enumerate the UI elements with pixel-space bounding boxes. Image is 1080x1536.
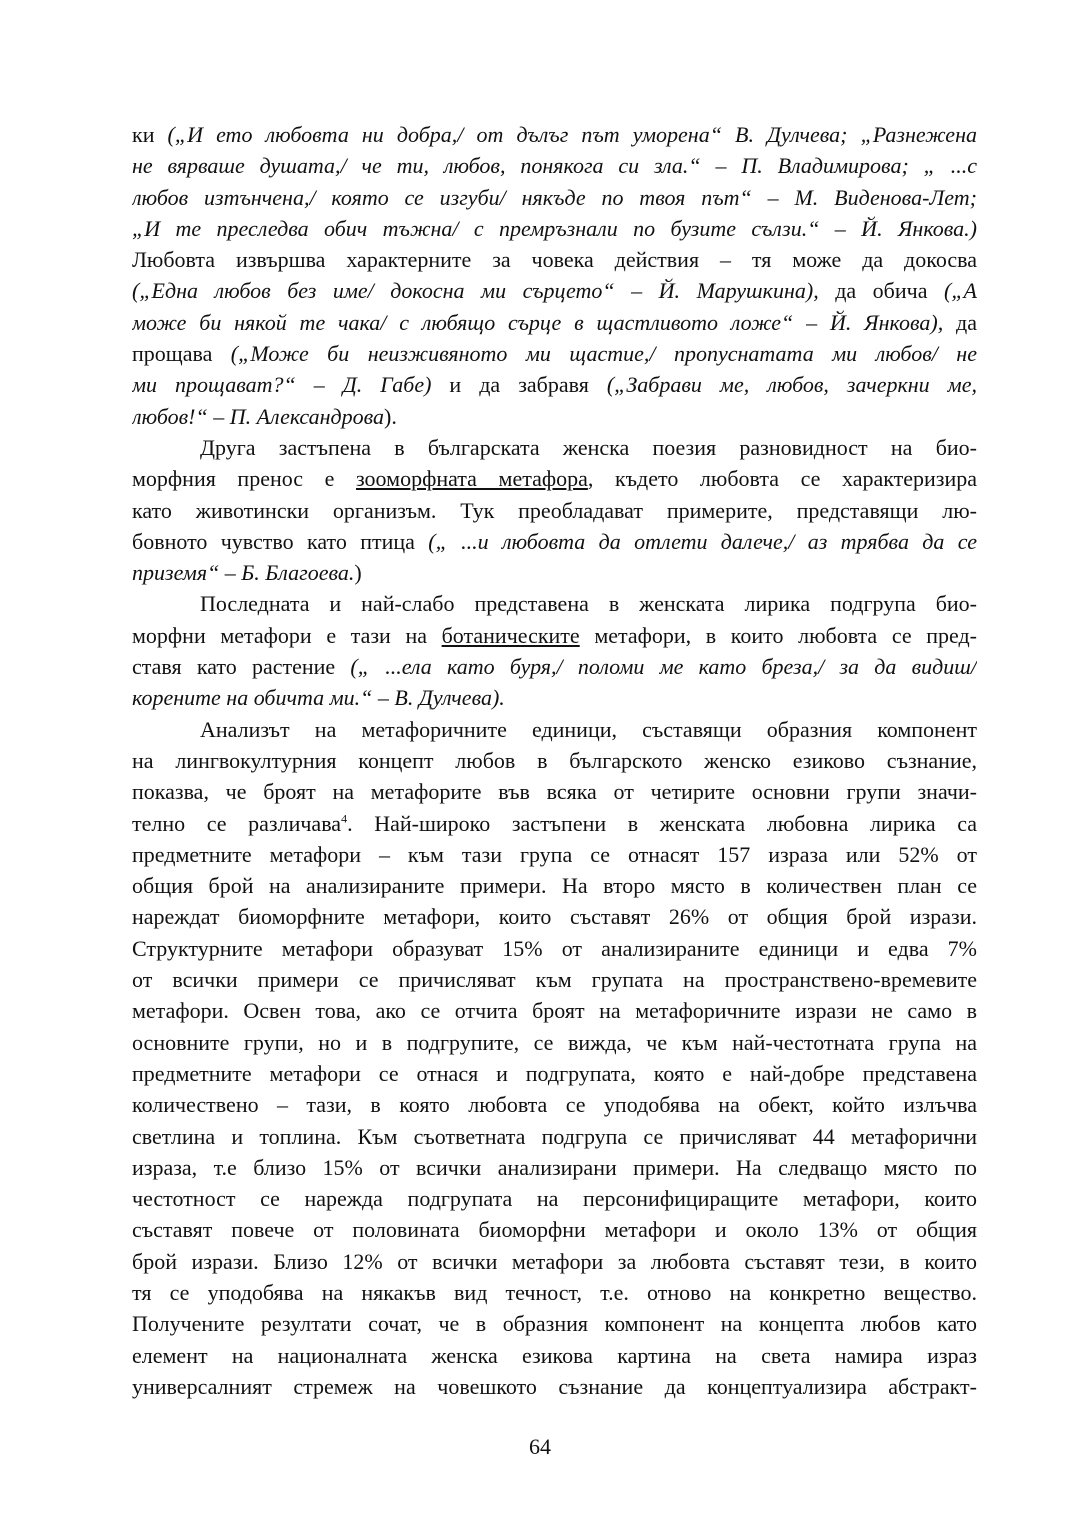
quotation-text: корените на обичта ми.“ – В. Дулчева). (132, 685, 505, 711)
quotation-text: („ ...и любовта да отлети далече,/ аз трябва да се (428, 528, 977, 554)
text-line (132, 307, 977, 338)
text-line (132, 839, 977, 870)
text-run: на лингвокултурния концепт любов в българското женско езиково съзнание, (132, 747, 977, 773)
text-run: прощава (132, 341, 231, 367)
text-line (132, 620, 977, 651)
quotation-text: не вярваше душата,/ че ти, любов, понякога си зла.“ – П. Владимирова; „ ...с (132, 153, 977, 179)
text-line (132, 1214, 977, 1245)
text-run: предметните метафори – към тази група се отнасят 157 израза или 52% от (132, 841, 977, 867)
text-line (132, 901, 977, 932)
text-run: израза, т.е близо 15% от всички анализирани примери. На следващо място по (132, 1154, 977, 1180)
text-run: да (943, 309, 977, 335)
quotation-text: любов изтънчена,/ която се изгуби/ някъде по твоя път“ – М. Виденова-Лет; (132, 184, 977, 210)
text-line (132, 369, 977, 400)
text-line (132, 1277, 977, 1308)
text-run: Последната и най-слабо представена в женската лирика подгрупа био- (200, 591, 977, 617)
text-run: Структурните метафори образуват 15% от анализираните единици и едва 7% (132, 935, 977, 961)
text-run: Друга застъпена в българската женска поезия разновидност на био- (200, 434, 977, 460)
text-line (132, 1183, 977, 1214)
underlined-term: зооморфната метафора (356, 466, 588, 492)
text-run: показва, че броят на метафорите във всяка от четирите основни групи значи- (132, 779, 977, 805)
text-run: от всички примери се причисляват към групата на пространствено-времевите (132, 967, 977, 993)
text-line (132, 870, 977, 901)
text-line (132, 1058, 977, 1089)
text-line (132, 1152, 977, 1183)
text-run: ). (384, 403, 397, 429)
text-run: количествено – тази, в която любовта се уподобява на обект, който излъчва (132, 1092, 977, 1118)
text-line (132, 745, 977, 776)
text-run: да обича (818, 278, 944, 304)
quotation-text: („ ...ела като буря,/ поломи ме като бреза,/ за да видиш/ (350, 654, 977, 680)
page-number: 64 (529, 1434, 551, 1459)
text-line (132, 933, 977, 964)
text-run: тя се уподобява на някакъв вид течност, т.е. отново на конкретно вещество. (132, 1279, 977, 1305)
text-line (132, 432, 977, 463)
quotation-text: може би някой те чака/ с любящо сърце в щастливото ложе“ – Й. Янкова), (132, 309, 944, 335)
text-run: морфния пренос е (132, 466, 356, 492)
text-line (132, 213, 977, 244)
underlined-term: ботаническите (441, 622, 580, 648)
text-line (132, 1027, 977, 1058)
quotation-text: („Може би неизживяното ми щастие,/ пропуснатата ми любов/ не (230, 341, 977, 367)
quotation-text: („Една любов без име/ докосна ми сърцето“ – Й. Марушкина), (132, 278, 819, 304)
quotation-text: приземя“ – Б. Благоева. (132, 560, 355, 586)
text-run: , където любовта се характеризира (587, 466, 977, 492)
text-line (132, 557, 977, 588)
text-run: основните групи, но и в подгрупите, се вижда, че към най-честотната група на (132, 1029, 977, 1055)
text-line (132, 964, 977, 995)
text-line (132, 275, 977, 306)
text-line (132, 1246, 977, 1277)
footnote-ref[interactable]: 4 (341, 811, 348, 826)
text-run: Получените резултати сочат, че в образния компонент на концепта любов като (132, 1311, 977, 1337)
text-run: брой изрази. Близо 12% от всички метафори за любовта съставят тези, в които (132, 1248, 977, 1274)
text-line (132, 1308, 977, 1339)
text-run: светлина и топлина. Към съответната подгрупа се причисляват 44 метафорични (132, 1123, 977, 1149)
text-run: . Най-широко застъпени в женската любовна лирика са (347, 810, 977, 836)
text-line (132, 150, 977, 181)
text-run: и да забравя (431, 372, 607, 398)
text-line (132, 776, 977, 807)
text-line (132, 119, 977, 150)
text-run: Анализът на метафоричните единици, съставящи образния компонент (200, 716, 977, 742)
quotation-text: „И те преследва обич тъжна/ с премръзнали по бузите сълзи.“ – Й. Янкова.) (132, 215, 977, 241)
text-line (132, 995, 977, 1026)
text-line (132, 808, 977, 839)
text-run: метафори, в които любовта се пред- (579, 622, 977, 648)
text-line (132, 495, 977, 526)
text-run: общия брой на анализираните примери. На второ място в количествен план се (132, 873, 977, 899)
quotation-text: любов!“ – П. Александрова (132, 403, 385, 429)
text-line (132, 714, 977, 745)
text-line (132, 338, 977, 369)
text-line (132, 651, 977, 682)
text-line (132, 1089, 977, 1120)
text-run: честотност се нарежда подгрупата на персонифициращите метафори, които (132, 1186, 977, 1212)
text-line (132, 526, 977, 557)
text-run: ставя като растение (132, 654, 351, 680)
text-line (132, 401, 977, 432)
quotation-text: ми прощават?“ – Д. Габе) (132, 372, 432, 398)
text-run: нареждат биоморфните метафори, които съставят 26% от общия брой изрази. (132, 904, 977, 930)
text-run: ки (132, 122, 168, 147)
text-line (132, 588, 977, 619)
body-text (132, 119, 977, 1402)
text-run: предметните метафори се отнася и подгрупата, която е най-добре представена (132, 1060, 977, 1086)
quotation-text: („Забрави ме, любов, зачеркни ме, (606, 372, 977, 398)
text-run: ) (354, 560, 362, 586)
text-line (132, 1371, 977, 1402)
text-run: телно се различава (132, 810, 342, 836)
text-run: метафори. Освен това, ако се отчита броят на метафоричните изрази не само в (132, 998, 977, 1024)
text-run: съставят повече от половината биоморфни метафори и около 13% от общия (132, 1217, 977, 1243)
quotation-text: („И ето любовта ни добра,/ от дълъг път уморена“ В. Дулчева; „Разнежена (167, 122, 977, 147)
text-run: елемент на националната женска езикова картина на света намира израз (132, 1342, 977, 1368)
text-run: морфни метафори е тази на (132, 622, 442, 648)
text-run: бовното чувство като птица (132, 528, 429, 554)
text-line (132, 182, 977, 213)
text-run: като животински организъм. Тук преобладават примерите, представящи лю- (132, 497, 977, 523)
text-line (132, 682, 977, 713)
quotation-text: („А (944, 278, 977, 304)
text-line (132, 244, 977, 275)
text-run: Любовта извършва характерните за човека действия – тя може да докосва (132, 247, 977, 273)
text-line (132, 1121, 977, 1152)
text-line (132, 463, 977, 494)
text-run: универсалният стремеж на човешкото съзнание да концептуализира абстракт- (132, 1373, 977, 1399)
text-line (132, 1340, 977, 1371)
